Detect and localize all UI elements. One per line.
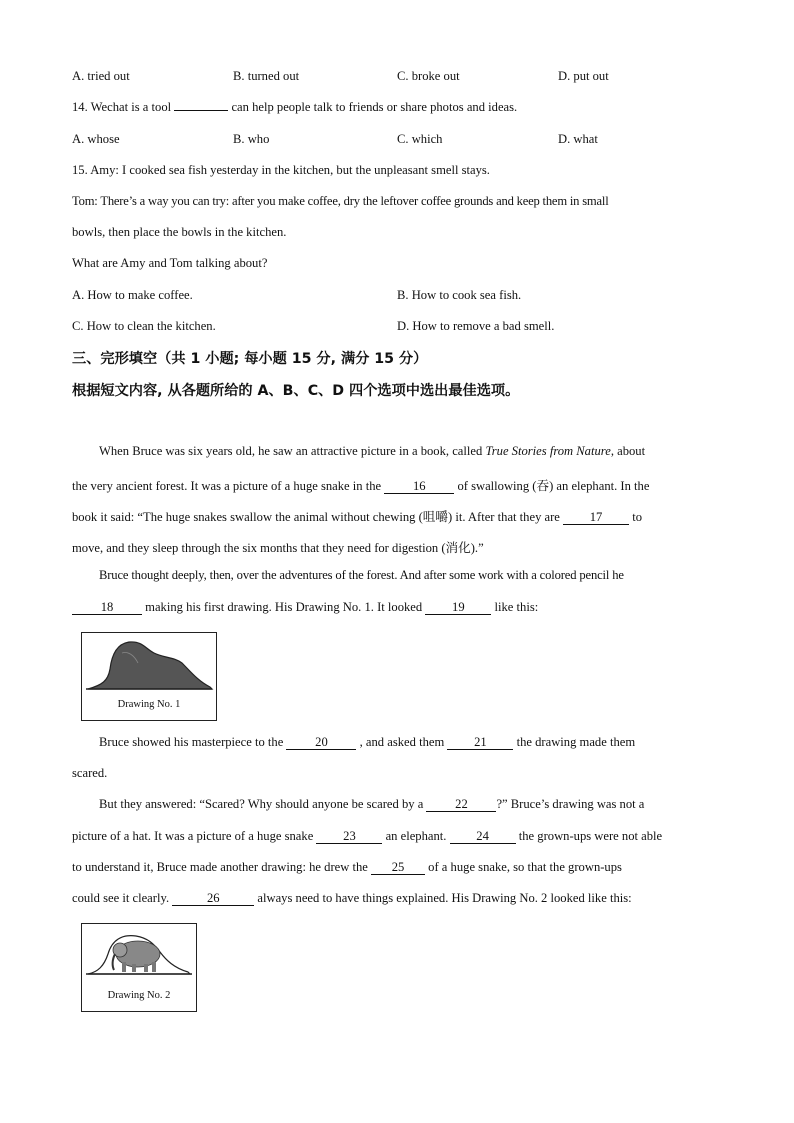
drawing-no-1-caption: Drawing No. 1 [117,699,181,710]
passage-text: could see it clearly. [72,891,170,905]
passage-text: to understand it, Bruce made another drawing: he drew the [72,860,368,874]
passage-text: the very ancient forest. It was a picture of a huge snake in the [72,479,382,493]
passage-line-2 [72,475,649,494]
section-title: 三、完形填空（共 1 小题; 每小题 15 分, 满分 15 分） [72,351,428,367]
drawing-no-2 [81,923,197,1012]
passage-text: an elephant. [385,829,447,843]
passage-line-1 [99,444,645,459]
passage-text: But they answered: “Scared? Why should anyone be scared by a [99,797,424,811]
passage-text: picture of a hat. It was a picture of a huge snake [72,829,314,843]
blank-23: 23 [316,830,382,844]
passage-text: book it said: “The huge snakes swallow the animal without chewing (咀嚼) it. After that they are [72,510,560,524]
drawing-no-2-caption: Drawing No. 2 [107,990,171,1001]
blank-25: 25 [371,861,425,875]
passage-line-11 [72,860,622,875]
blank-21: 21 [447,736,513,750]
passage-text: the drawing made them [516,735,636,749]
passage-text: ?” Bruce’s drawing was not a [496,797,645,811]
passage-text: like this: [494,600,539,614]
q15-option-a: A. How to make coffee. [72,288,193,302]
passage-text: Bruce showed his masterpiece to the [99,735,284,749]
blank-24: 24 [450,830,516,844]
book-title: True Stories from Nature [485,444,611,458]
passage-line-5: Bruce thought deeply, then, over the adventures of the forest. And after some work with a colored pencil he [99,568,624,582]
blank-17: 17 [563,511,629,525]
blank-16: 16 [384,480,454,494]
passage-line-3 [72,506,642,525]
blank-26: 26 [172,892,254,906]
snake-elephant-outline-image [82,633,216,695]
passage-line-9 [99,797,644,812]
q15-line-3: bowls, then place the bowls in the kitchen. [72,225,287,239]
blank-22: 22 [426,798,496,812]
q14-blank [174,110,228,111]
drawing-no-1 [81,632,217,721]
passage-text: When Bruce was six years old, he saw an attractive picture in a book, called [99,444,483,458]
passage-text: always need to have things explained. His Drawing No. 2 looked like this: [257,891,632,905]
passage-line-7 [99,735,635,750]
blank-19: 19 [425,601,491,615]
elephant-inside-snake-image [82,924,196,986]
section-instruction: 根据短文内容, 从各题所给的 A、B、C、D 四个选项中选出最佳选项。 [72,383,520,399]
blank-20: 20 [286,736,356,750]
q14-option-a: A. whose [72,132,120,146]
q15-option-b: B. How to cook sea fish. [397,288,522,302]
q14-stem [72,100,517,115]
q15-line-1: 15. Amy: I cooked sea fish yesterday in the kitchen, but the unpleasant smell stays. [72,163,490,177]
blank-18: 18 [72,601,142,615]
q15-line-2: Tom: There’s a way you can try: after you make coffee, dry the leftover coffee grounds and keep them in small [72,194,609,208]
passage-line-10 [72,829,662,844]
passage-text: to [632,510,642,524]
q13-option-b: B. turned out [233,69,300,83]
passage-line-8: scared. [72,766,108,780]
q15-option-c: C. How to clean the kitchen. [72,319,216,333]
passage-text: making his first drawing. His Drawing No. 1. It looked [145,600,423,614]
passage-line-4: move, and they sleep through the six months that they need for digestion (消化).” [72,541,484,555]
passage-text: the grown-ups were not able [518,829,663,843]
q15-question: What are Amy and Tom talking about? [72,256,268,270]
q14-option-c: C. which [397,132,443,146]
passage-line-6 [72,600,538,615]
q14-option-b: B. who [233,132,270,146]
passage-text: of swallowing (吞) an elephant. In the [457,479,650,493]
passage-text: , and asked them [359,735,445,749]
passage-text: , about [610,444,646,458]
passage-line-12 [72,891,632,906]
q15-option-d: D. How to remove a bad smell. [397,319,555,333]
q14-stem-post: can help people talk to friends or share photos and ideas. [231,100,518,114]
q13-option-d: D. put out [558,69,609,83]
q14-option-d: D. what [558,132,598,146]
q13-option-c: C. broke out [397,69,460,83]
q14-stem-pre: 14. Wechat is a tool [72,100,172,114]
passage-text: of a huge snake, so that the grown-ups [428,860,622,874]
q13-option-a: A. tried out [72,69,130,83]
